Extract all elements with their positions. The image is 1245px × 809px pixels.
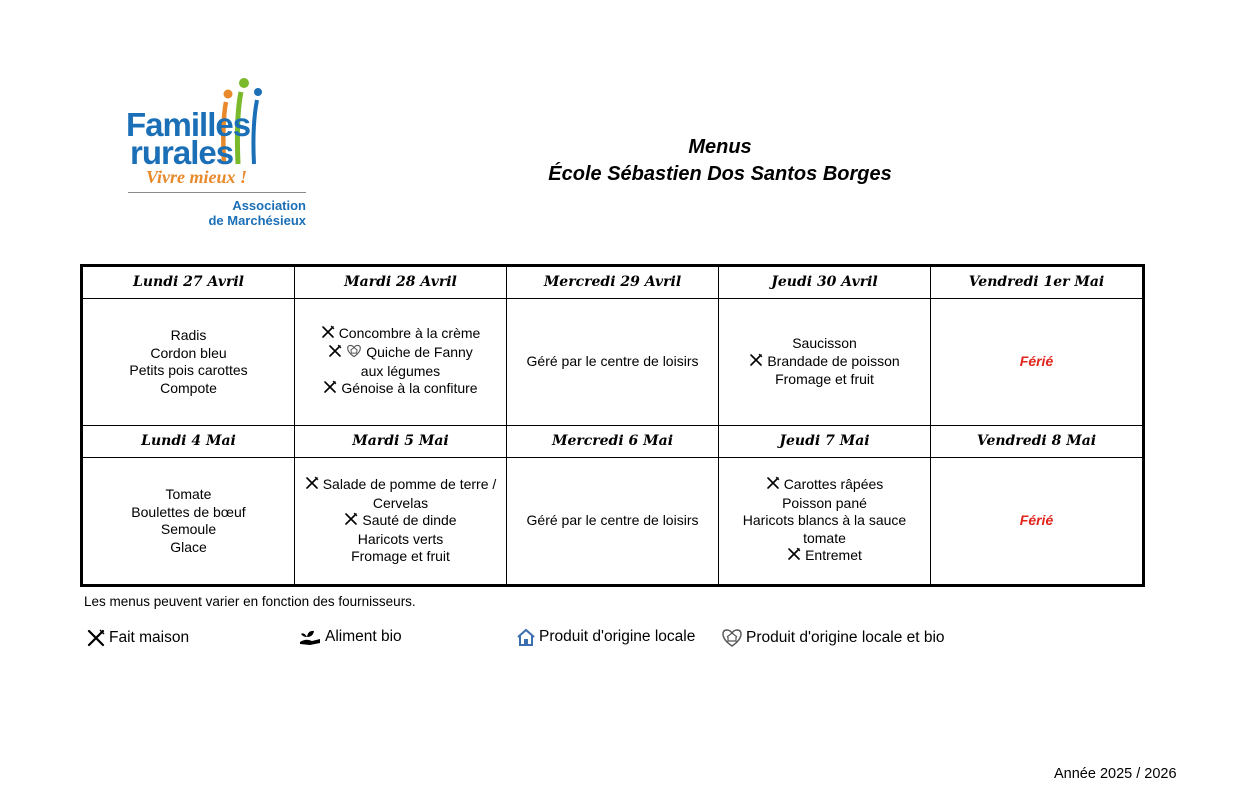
menu-item-text: Sauté de dinde: [362, 512, 457, 529]
menu-item: [295, 531, 506, 549]
day-header: Jeudi 7 Mai: [719, 426, 931, 458]
menu-item-text: Boulettes de bœuf: [131, 503, 246, 520]
day-header: Mercredi 6 Mai: [507, 426, 719, 458]
menu-item: [83, 327, 294, 345]
menu-item-text: Concombre à la crème: [338, 325, 481, 342]
fait-maison-icon: [305, 476, 319, 495]
day-header: Vendredi 8 Mai: [931, 426, 1144, 458]
menu-item: [719, 371, 930, 389]
day-header: Lundi 4 Mai: [82, 426, 295, 458]
menu-item-text: Férié: [1019, 512, 1054, 529]
day-header: Mercredi 29 Avril: [507, 266, 719, 299]
menu-item: [83, 380, 294, 398]
familles-rurales-logo: [120, 72, 320, 232]
day-menu-cell: [719, 458, 931, 586]
logo-line-2: rurales: [130, 134, 234, 171]
fait-maison-icon: [328, 344, 342, 363]
menu-item-text: Haricots verts: [357, 530, 444, 547]
fait-maison-icon: [86, 628, 106, 648]
menu-item: [507, 512, 718, 530]
menu-item-text: Fromage et fruit: [351, 548, 450, 565]
local-bio-icon: [721, 628, 743, 648]
menu-item: [83, 521, 294, 539]
fait-maison-icon: [344, 512, 358, 531]
menu-item-text: Petits pois carottes: [129, 362, 248, 378]
menu-item: [719, 547, 930, 566]
fait-maison-icon: [323, 380, 337, 399]
menu-item-text: Quiche de Fanny: [366, 343, 473, 360]
week-2-menu-row: [82, 458, 1144, 586]
legend-bio: [298, 628, 402, 646]
menu-item-text: Carottes râpées: [783, 476, 884, 493]
menu-item-text: aux légumes: [360, 362, 441, 379]
fait-maison-icon: [321, 325, 335, 344]
menu-item: [295, 380, 506, 399]
menu-item: [295, 325, 506, 344]
fait-maison-icon: [749, 353, 763, 372]
menu-item-text: Compote: [160, 379, 217, 396]
menu-item-text: Entremet: [805, 547, 862, 564]
menu-item: [295, 512, 506, 531]
day-menu-cell: [295, 458, 507, 586]
menu-item: [295, 548, 506, 566]
menu-item: [719, 512, 930, 530]
menu-item: [295, 495, 506, 513]
logo-divider: [128, 192, 306, 193]
legend-label-local: Produit d'origine locale: [539, 628, 696, 645]
title-line-1: Menus: [688, 136, 752, 158]
menu-item: [295, 344, 506, 363]
menu-item: [719, 495, 930, 513]
day-menu-cell: [82, 299, 295, 426]
menu-table-body: [82, 266, 1144, 586]
day-header: Jeudi 30 Avril: [719, 266, 931, 299]
week-1-menu-row: [82, 299, 1144, 426]
day-menu-cell: [82, 458, 295, 586]
fait-maison-icon: [766, 476, 780, 495]
menu-item-text: Férié: [1019, 353, 1054, 370]
day-menu-cell: [931, 299, 1144, 426]
day-header: Vendredi 1er Mai: [931, 266, 1144, 299]
school-year: Année 2025 / 2026: [1054, 766, 1177, 782]
menu-item-text: Cordon bleu: [150, 344, 227, 361]
menu-item-text: tomate: [803, 529, 846, 546]
logo-line-1: Familles: [126, 106, 251, 143]
menu-item-text: Géré par le centre de loisirs: [526, 353, 699, 370]
logo-tagline: Vivre mieux !: [146, 167, 248, 187]
menu-item: [507, 353, 718, 371]
menu-item: [719, 335, 930, 353]
week-2-header-row: [82, 426, 1144, 458]
legend-local: [516, 628, 695, 646]
menu-item: [295, 476, 506, 495]
logo-association-line-1: Association: [232, 198, 306, 213]
menu-item: [83, 362, 294, 380]
menu-item: [83, 486, 294, 504]
menu-item-text: Génoise à la confiture: [341, 380, 478, 397]
menu-item-text: Salade de pomme de terre /: [322, 476, 497, 493]
legend-local-bio: [721, 628, 945, 648]
menu-item-text: Glace: [170, 538, 207, 555]
day-menu-cell: [507, 299, 719, 426]
menu-item-text: Fromage et fruit: [775, 371, 874, 388]
logo-association: [170, 198, 306, 228]
day-menu-cell: [719, 299, 931, 426]
menu-item: [719, 353, 930, 372]
day-header: Lundi 27 Avril: [82, 266, 295, 299]
day-menu-cell: [295, 299, 507, 426]
legend-label-local-bio: Produit d'origine locale et bio: [746, 629, 945, 646]
page-title: [480, 134, 960, 188]
menu-item-text: Tomate: [165, 486, 212, 502]
local-icon: [516, 628, 536, 646]
menu-item-text: Brandade de poisson: [767, 352, 900, 369]
day-header: Mardi 28 Avril: [295, 266, 507, 299]
menu-item-text: Radis: [170, 327, 207, 343]
day-menu-cell: [931, 458, 1144, 586]
legend-label-bio: Aliment bio: [325, 628, 402, 645]
menu-item: [719, 530, 930, 548]
legend-label-fait-maison: Fait maison: [109, 629, 190, 646]
menu-item-text: Poisson pané: [782, 494, 867, 511]
bio-icon: [298, 628, 322, 646]
legend-fait-maison: [86, 628, 189, 648]
menu-item: [83, 539, 294, 557]
supplier-note: Les menus peuvent varier en fonction des fournisseurs.: [84, 594, 416, 609]
menu-item: [719, 476, 930, 495]
menu-item: [83, 504, 294, 522]
menu-item: [83, 345, 294, 363]
title-line-2: École Sébastien Dos Santos Borges: [548, 163, 892, 185]
logo-association-line-2: de Marchésieux: [208, 213, 306, 228]
menu-item-text: Haricots blancs à la sauce: [742, 512, 907, 529]
menu-item-text: Cervelas: [372, 494, 429, 511]
menu-item-text: Géré par le centre de loisirs: [526, 512, 699, 529]
menu-item-text: Saucisson: [792, 335, 857, 352]
menu-table: [80, 264, 1145, 587]
fait-maison-icon: [787, 547, 801, 566]
week-1-header-row: [82, 266, 1144, 299]
local-bio-icon: [346, 344, 362, 363]
holiday-label: [931, 512, 1142, 530]
day-menu-cell: [507, 458, 719, 586]
menu-item: [295, 363, 506, 381]
day-header: Mardi 5 Mai: [295, 426, 507, 458]
holiday-label: [931, 353, 1142, 371]
menu-item-text: Semoule: [160, 521, 217, 537]
